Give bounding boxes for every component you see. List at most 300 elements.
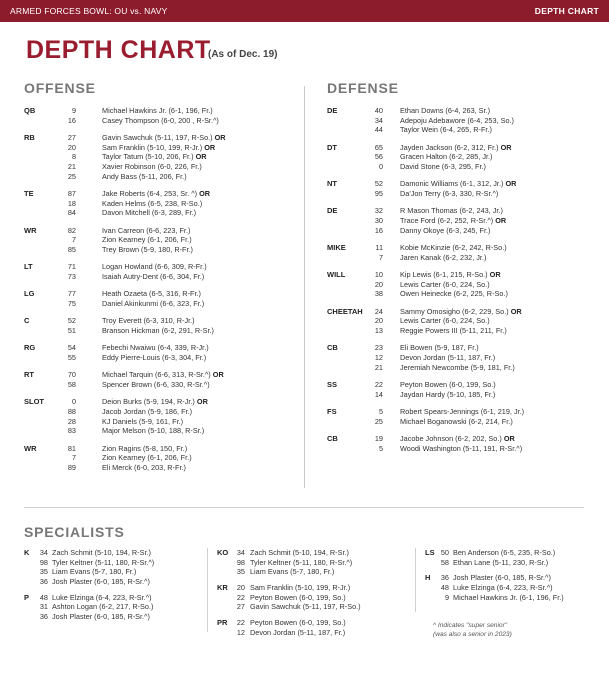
jersey-number: 31	[39, 602, 48, 612]
player-name-text: Michael Tarquin (6-6, 313, R-Sr.^)	[102, 370, 211, 380]
or-label: OR	[199, 189, 211, 198]
jersey-number: 10	[374, 269, 383, 279]
player-name-text: Luke Elzinga (6-4, 223, R-Sr.^)	[453, 583, 553, 593]
player-row	[24, 380, 294, 390]
player-name-text: Troy Everett (6-3, 310, R-Jr.)	[102, 316, 195, 326]
position-group	[24, 397, 294, 436]
player-name	[453, 548, 555, 558]
jersey-number: 52	[67, 316, 76, 326]
jersey-number: 55	[67, 352, 76, 362]
position-label: SLOT	[24, 397, 44, 407]
position-group	[327, 206, 597, 235]
player-name-text: Andy Bass (5-11, 206, Fr.)	[102, 171, 187, 181]
jersey-number: 13	[374, 325, 383, 335]
player-name	[102, 316, 195, 326]
jersey-number: 36	[39, 612, 48, 622]
player-row	[24, 453, 294, 463]
player-name-text: R Mason Thomas (6-2, 243, Jr.)	[400, 206, 503, 216]
player-name-text: Ethan Downs (6-4, 263, Sr.)	[400, 106, 491, 115]
player-row	[327, 390, 597, 400]
player-name-text: Eli Merck (6-0, 203, R-Fr.)	[102, 462, 186, 472]
player-name	[102, 353, 206, 363]
player-name	[102, 343, 209, 353]
player-row	[24, 326, 294, 336]
position-group	[327, 270, 597, 299]
or-label: OR	[212, 370, 224, 380]
player-name	[102, 133, 226, 143]
player-name-text: Zion Ragins (5-8, 150, Fr.)	[102, 443, 188, 453]
jersey-number: 14	[374, 389, 383, 399]
player-name	[102, 152, 207, 162]
player-name	[250, 548, 349, 558]
player-row	[24, 567, 214, 577]
position-label: KO	[217, 548, 229, 557]
jersey-number: 35	[39, 567, 48, 577]
player-row	[327, 407, 597, 417]
player-name-text: Josh Plaster (6-0, 185, R-Sr.^)	[453, 573, 551, 583]
jersey-number: 18	[67, 198, 76, 208]
jersey-number: 85	[67, 245, 76, 255]
position-label: QB	[24, 106, 36, 115]
position-group	[327, 179, 597, 198]
footnote-line-1: ^ Indicates "super senior"	[433, 622, 508, 629]
player-row	[327, 216, 597, 226]
player-row	[24, 593, 214, 603]
position-group	[24, 106, 294, 125]
player-name	[453, 593, 564, 603]
player-name-text: Tyler Keltner (5-11, 180, R-Sr.^)	[52, 557, 155, 567]
player-row	[24, 262, 294, 272]
player-name-text: Jacob Jordan (5-9, 186, Fr.)	[102, 406, 193, 416]
player-row	[327, 106, 597, 116]
player-name	[250, 593, 346, 603]
position-group	[327, 343, 597, 372]
player-row	[24, 612, 214, 622]
player-name	[102, 245, 193, 255]
player-name-text: Liam Evans (5-7, 180, Fr.)	[250, 567, 335, 577]
player-name-text: Febechi Nwaiwu (6-4, 339, R-Jr.)	[102, 343, 209, 353]
player-name	[52, 548, 151, 558]
player-name-text: Lewis Carter (6-0, 224, So.)	[400, 316, 490, 326]
player-name-text: Liam Evans (5-7, 180, Fr.)	[52, 567, 137, 577]
jersey-number: 21	[67, 162, 76, 172]
player-row	[24, 397, 294, 407]
player-row	[24, 226, 294, 236]
player-row	[327, 316, 597, 326]
jersey-number: 77	[67, 289, 76, 299]
player-name-text: Robert Spears-Jennings (6-1, 219, Jr.)	[400, 406, 525, 416]
jersey-number: 12	[374, 352, 383, 362]
position-group	[327, 243, 597, 262]
player-row	[425, 548, 605, 558]
player-name-text: Peyton Bowen (6-0, 199, So.)	[400, 379, 496, 389]
player-name-text: Michael Hawkins Jr. (6-1, 196, Fr.)	[453, 592, 564, 602]
position-label: LS	[425, 548, 435, 557]
player-row	[327, 380, 597, 390]
jersey-number: 35	[236, 567, 245, 577]
player-row	[327, 280, 597, 290]
jersey-number: 20	[374, 316, 383, 326]
player-name	[102, 189, 210, 199]
player-name	[453, 573, 551, 583]
position-group	[217, 618, 417, 637]
jersey-number: 9	[71, 106, 76, 115]
player-name-text: Michael Boganowski (6-2, 214, Fr.)	[400, 416, 513, 426]
player-row	[327, 289, 597, 299]
player-name-text: Jeremiah Newcombe (5-9, 181, Fr.)	[400, 362, 515, 372]
jersey-number: 22	[236, 618, 245, 628]
player-row	[24, 272, 294, 282]
position-group	[24, 262, 294, 281]
player-name	[102, 453, 192, 463]
player-name	[102, 162, 202, 172]
player-name-text: Da'Jon Terry (6-3, 330, R-Sr.^)	[400, 189, 499, 198]
position-label: WR	[24, 443, 37, 453]
player-row	[327, 434, 597, 444]
player-name	[102, 262, 207, 272]
player-name-text: Kobie McKinzie (6-2, 242, R-So.)	[400, 242, 507, 252]
player-name	[102, 397, 208, 407]
jersey-number: 83	[67, 426, 76, 436]
player-row	[327, 116, 597, 126]
player-name	[400, 116, 514, 126]
or-label: OR	[195, 152, 207, 162]
position-label: SS	[327, 379, 338, 389]
player-name-text: Eddy Pierre-Louis (6-3, 304, Fr.)	[102, 352, 207, 362]
player-name-text: Ben Anderson (6-5, 235, R-So.)	[453, 548, 556, 557]
jersey-number: 73	[67, 272, 76, 281]
player-name-text: Xavier Robinson (6-0, 226, Fr.)	[102, 162, 202, 172]
player-name	[250, 628, 345, 638]
jersey-number: 87	[67, 189, 76, 198]
page-title: DEPTH CHART	[26, 36, 211, 64]
or-label: OR	[196, 397, 208, 407]
jersey-number: 23	[374, 343, 383, 353]
position-group	[425, 548, 605, 567]
jersey-number: 27	[236, 602, 245, 612]
specialists-heading: SPECIALISTS	[24, 524, 125, 540]
player-row	[425, 558, 605, 568]
jersey-number: 89	[67, 462, 76, 472]
player-row	[24, 407, 294, 417]
player-row	[24, 189, 294, 199]
player-row	[327, 270, 597, 280]
player-row	[24, 299, 294, 309]
player-row	[24, 199, 294, 209]
position-group	[425, 573, 605, 602]
position-label: PR	[217, 618, 228, 628]
jersey-number: 7	[71, 235, 76, 245]
player-name	[400, 253, 486, 263]
player-name	[52, 567, 136, 577]
player-row	[327, 353, 597, 363]
position-label: K	[24, 548, 30, 557]
player-name	[102, 226, 190, 236]
jersey-number: 38	[374, 289, 383, 299]
jersey-number: 70	[67, 370, 76, 380]
position-label: C	[24, 316, 30, 326]
player-name	[453, 583, 553, 593]
jersey-number: 7	[378, 252, 383, 262]
player-name	[102, 417, 183, 427]
jersey-number: 98	[236, 557, 245, 567]
specialists-divider-1	[207, 548, 208, 632]
player-name	[102, 370, 224, 380]
player-row	[24, 133, 294, 143]
player-row	[327, 179, 597, 189]
position-group	[327, 434, 597, 453]
player-name	[400, 280, 490, 290]
position-label: CB	[327, 433, 338, 443]
player-row	[217, 628, 417, 638]
jersey-number: 36	[39, 577, 48, 587]
player-row	[327, 226, 597, 236]
player-row	[24, 289, 294, 299]
player-name	[400, 343, 479, 353]
offense-heading: OFFENSE	[24, 80, 96, 96]
player-name-text: Zion Kearney (6-1, 206, Fr.)	[102, 235, 192, 245]
player-name-text: Sammy Omosigho (6-2, 229, So.)	[400, 306, 509, 316]
player-name-text: Eli Bowen (5-9, 187, Fr.)	[400, 343, 479, 353]
player-name	[102, 143, 215, 153]
player-name	[102, 326, 214, 336]
player-name	[102, 106, 213, 116]
player-name	[102, 116, 219, 126]
position-label: LT	[24, 262, 33, 272]
player-name	[400, 407, 524, 417]
position-group	[217, 583, 417, 612]
player-row	[24, 208, 294, 218]
jersey-number: 98	[39, 557, 48, 567]
position-label: LG	[24, 289, 35, 299]
player-row	[24, 343, 294, 353]
jersey-number: 95	[374, 189, 383, 198]
player-name-text: KJ Daniels (5-9, 161, Fr.)	[102, 416, 184, 426]
jersey-number: 32	[374, 206, 383, 216]
player-name-text: Owen Heinecke (6-2, 225, R-So.)	[400, 289, 508, 299]
player-row	[327, 143, 597, 153]
player-row	[327, 189, 597, 199]
column-divider	[304, 86, 305, 488]
jersey-number: 0	[71, 397, 76, 407]
player-row	[327, 253, 597, 263]
position-group	[24, 226, 294, 255]
player-name-text: Reggie Powers III (5-11, 211, Fr.)	[400, 325, 507, 335]
position-label: NT	[327, 179, 337, 189]
jersey-number: 54	[67, 343, 76, 353]
position-group	[327, 143, 597, 172]
position-group	[24, 189, 294, 218]
player-name	[52, 577, 150, 587]
jersey-number: 27	[67, 132, 76, 142]
player-row	[327, 206, 597, 216]
position-group	[24, 316, 294, 335]
jersey-number: 52	[374, 179, 383, 189]
jersey-number: 9	[444, 592, 449, 602]
or-label: OR	[510, 306, 522, 316]
player-name	[400, 243, 507, 253]
jersey-number: 48	[39, 592, 48, 602]
or-label: OR	[204, 142, 216, 152]
jersey-number: 12	[236, 627, 245, 637]
player-name	[400, 162, 486, 172]
player-name	[52, 593, 152, 603]
player-name	[102, 463, 186, 473]
jersey-number: 16	[67, 115, 76, 125]
header-game-label: ARMED FORCES BOWL: OU vs. NAVY	[10, 6, 168, 16]
player-row	[24, 444, 294, 454]
player-row	[24, 316, 294, 326]
player-row	[24, 172, 294, 182]
player-name	[400, 189, 498, 199]
player-name-text: Taylor Tatum (5-10, 206, Fr.)	[102, 152, 194, 162]
position-label: MIKE	[327, 242, 346, 252]
player-row	[327, 152, 597, 162]
player-name	[102, 272, 204, 282]
player-name	[102, 407, 192, 417]
position-group	[327, 106, 597, 135]
player-name	[453, 558, 548, 568]
player-name	[102, 444, 187, 454]
jersey-number: 19	[374, 433, 383, 443]
player-name-text: Devon Jordan (5-11, 187, Fr.)	[400, 352, 496, 362]
player-row	[24, 353, 294, 363]
player-name	[400, 206, 503, 216]
defense-list	[327, 106, 597, 461]
player-row	[217, 567, 417, 577]
player-name	[102, 289, 201, 299]
player-name-text: David Stone (6-3, 295, Fr.)	[400, 162, 486, 172]
position-label: WILL	[327, 269, 346, 279]
jersey-number: 22	[374, 379, 383, 389]
player-name-text: Zach Schmit (5-10, 194, R-Sr.)	[250, 548, 349, 557]
jersey-number: 20	[236, 583, 245, 593]
jersey-number: 84	[67, 208, 76, 218]
player-name	[52, 612, 150, 622]
player-name-text: Taylor Wein (6-4, 265, R-Fr.)	[400, 125, 492, 135]
position-group	[24, 548, 214, 587]
player-row	[327, 125, 597, 135]
player-name-text: Sam Franklin (5-10, 199, R-Jr.)	[102, 142, 203, 152]
player-name	[400, 380, 496, 390]
jersey-number: 34	[39, 548, 48, 557]
position-label: RG	[24, 343, 36, 353]
player-name-text: Woodi Washington (5-11, 191, R-Sr.^)	[400, 443, 523, 453]
footnote-line-2: (was also a senior in 2023)	[433, 630, 512, 638]
player-row	[327, 363, 597, 373]
player-row	[327, 307, 597, 317]
position-group	[327, 307, 597, 336]
player-name-text: Jake Roberts (6-4, 253, Sr. ^)	[102, 189, 198, 198]
section-divider	[24, 507, 584, 508]
player-row	[425, 573, 605, 583]
player-row	[217, 602, 417, 612]
player-name	[52, 602, 153, 612]
player-name	[400, 363, 515, 373]
player-name-text: Isaiah Autry-Dent (6-6, 304, Fr.)	[102, 272, 205, 281]
jersey-number: 8	[71, 152, 76, 162]
player-name	[400, 216, 506, 226]
jersey-number: 22	[236, 592, 245, 602]
player-name	[400, 226, 490, 236]
player-name-text: Peyton Bowen (6-0, 199, So.)	[250, 618, 346, 628]
player-name-text: Tyler Keltner (5-11, 180, R-Sr.^)	[250, 557, 353, 567]
position-label: H	[425, 573, 431, 583]
player-row	[217, 583, 417, 593]
header-bar	[0, 0, 609, 22]
position-label: P	[24, 592, 30, 602]
jersey-number: 20	[374, 279, 383, 289]
specialists-divider-2	[415, 548, 416, 612]
player-name-text: Gavin Sawchuk (5-11, 197, R-So.)	[250, 602, 361, 612]
player-name	[102, 426, 204, 436]
specialists-column-3	[425, 548, 605, 608]
player-row	[24, 116, 294, 126]
player-name	[400, 307, 522, 317]
position-group	[24, 370, 294, 389]
position-label: RT	[24, 370, 34, 380]
player-row	[327, 343, 597, 353]
or-label: OR	[214, 132, 226, 142]
player-row	[24, 577, 214, 587]
jersey-number: 71	[67, 262, 76, 272]
player-row	[327, 417, 597, 427]
player-row	[24, 426, 294, 436]
defense-heading: DEFENSE	[327, 80, 399, 96]
jersey-number: 16	[374, 225, 383, 235]
player-row	[24, 370, 294, 380]
player-row	[24, 152, 294, 162]
player-row	[24, 558, 214, 568]
player-name-text: Devon Jordan (5-11, 187, Fr.)	[250, 627, 346, 637]
player-name	[400, 106, 490, 116]
position-group	[327, 380, 597, 399]
player-name	[250, 567, 334, 577]
player-row	[327, 326, 597, 336]
player-name-text: Major Melson (5-10, 188, R-Sr.)	[102, 426, 205, 436]
position-label: CB	[327, 343, 338, 353]
player-name-text: Zion Kearney (6-1, 206, Fr.)	[102, 453, 192, 463]
position-group	[24, 593, 214, 622]
player-name-text: Spencer Brown (6-6, 330, R-Sr.^)	[102, 379, 210, 389]
player-name-text: Branson Hickman (6-2, 291, R-Sr.)	[102, 325, 214, 335]
jersey-number: 65	[374, 142, 383, 152]
player-name-text: Jaren Kanak (6-2, 232, Jr.)	[400, 252, 487, 262]
position-label: DE	[327, 106, 338, 115]
player-name-text: Ivan Carreon (6-6, 223, Fr.)	[102, 225, 191, 235]
jersey-number: 36	[440, 573, 449, 583]
player-name-text: Davon Mitchell (6-3, 289, Fr.)	[102, 208, 197, 218]
player-name-text: Ashton Logan (6-2, 217, R-So.)	[52, 602, 154, 612]
jersey-number: 82	[67, 225, 76, 235]
player-name	[400, 316, 490, 326]
jersey-number: 50	[440, 548, 449, 557]
jersey-number: 5	[378, 443, 383, 453]
player-name	[400, 444, 522, 454]
player-name	[400, 326, 507, 336]
player-name-text: Michael Hawkins Jr. (6-1, 196, Fr.)	[102, 106, 213, 115]
jersey-number: 44	[374, 125, 383, 135]
position-group	[327, 407, 597, 426]
header-section-label: DEPTH CHART	[534, 6, 599, 16]
player-name-text: Kip Lewis (6-1, 215, R-So.)	[400, 269, 488, 279]
player-name	[102, 172, 187, 182]
position-group	[24, 289, 294, 308]
jersey-number: 56	[374, 152, 383, 162]
player-name-text: Gracen Halton (6-2, 285, Jr.)	[400, 152, 493, 162]
player-name-text: Trace Ford (6-2, 252, R-Sr.^)	[400, 215, 494, 225]
jersey-number: 21	[374, 362, 383, 372]
